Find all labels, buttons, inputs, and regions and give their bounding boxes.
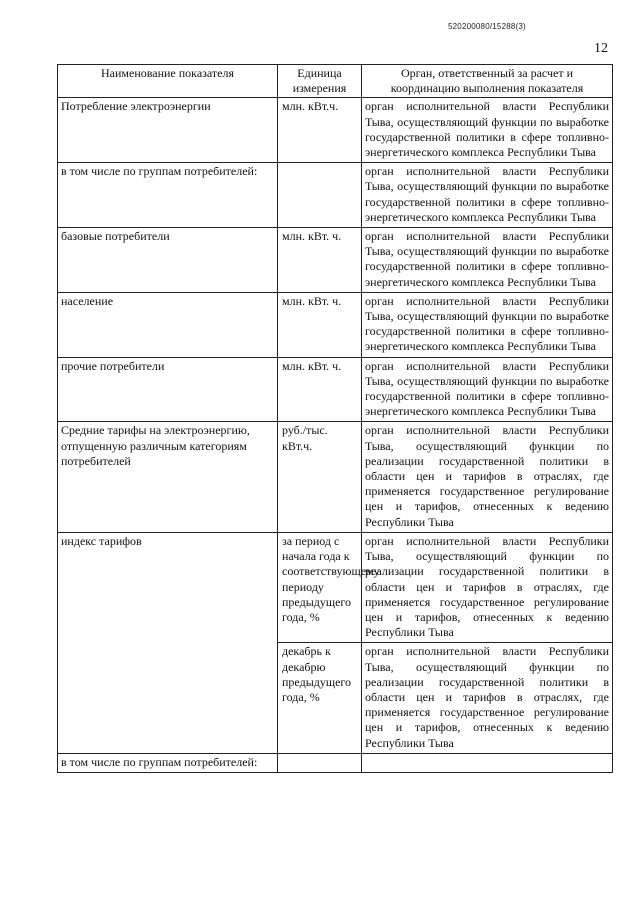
table-row [58,163,613,228]
responsible-organ [362,753,613,772]
table-row [58,228,613,293]
responsible-organ: орган исполнительной власти Республики Тыва, осуществляющий функции по выработке государственной политики в сфере топливно-энергетического комплекса Республики Тыва [362,292,613,357]
table-header-row [58,65,613,98]
indicators-table [57,64,613,773]
responsible-organ: орган исполнительной власти Республики Тыва, осуществляющий функции по выработке государственной политики в сфере топливно-энергетического комплекса Республики Тыва [362,228,613,293]
indicator-unit: руб./тыс. кВт.ч. [278,422,362,532]
indicator-name: базовые потребители [58,228,278,293]
table-row [58,292,613,357]
responsible-organ: орган исполнительной власти Республики Тыва, осуществляющий функции по реализации государственной политики в области цен и тарифов в отраслях, где применяется государственное регулирование цен и тарифов, отнесенных к ведению Республики Тыва [362,643,613,753]
table-row [58,532,613,642]
table-row [58,753,613,772]
table-row [58,422,613,532]
indicator-unit [278,753,362,772]
indicator-unit: млн. кВт. ч. [278,228,362,293]
responsible-organ: орган исполнительной власти Республики Тыва, осуществляющий функции по реализации государственной политики в области цен и тарифов в отраслях, где применяется государственное регулирование цен и тарифов, отнесенных к ведению Республики Тыва [362,422,613,532]
indicator-unit: млн. кВт.ч. [278,98,362,163]
indicator-name: индекс тарифов [58,532,278,753]
responsible-organ: орган исполнительной власти Республики Тыва, осуществляющий функции по реализации государственной политики в области цен и тарифов в отраслях, где применяется государственное регулирование цен и тарифов, отнесенных к ведению Республики Тыва [362,532,613,642]
column-header-organ: Орган, ответственный за расчет и координацию выполнения показателя [362,65,613,98]
indicator-name: в том числе по группам потребителей: [58,163,278,228]
column-header-name: Наименование показателя [58,65,278,98]
indicator-unit: декабрь к декабрю предыдущего года, % [278,643,362,753]
document-id: 520200080/15288(3) [448,22,526,31]
indicator-name: прочие потребители [58,357,278,422]
table-row [58,357,613,422]
table-row [58,98,613,163]
indicator-unit [278,163,362,228]
responsible-organ: орган исполнительной власти Республики Тыва, осуществляющий функции по выработке государственной политики в сфере топливно-энергетического комплекса Республики Тыва [362,98,613,163]
indicator-name: в том числе по группам потребителей: [58,753,278,772]
page-number: 12 [594,41,608,56]
indicator-unit: млн. кВт. ч. [278,292,362,357]
indicator-name: население [58,292,278,357]
indicator-name: Потребление электроэнергии [58,98,278,163]
indicator-unit: млн. кВт. ч. [278,357,362,422]
responsible-organ: орган исполнительной власти Республики Тыва, осуществляющий функции по выработке государственной политики в сфере топливно-энергетического комплекса Республики Тыва [362,163,613,228]
responsible-organ: орган исполнительной власти Республики Тыва, осуществляющий функции по выработке государственной политики в сфере топливно-энергетического комплекса Республики Тыва [362,357,613,422]
column-header-unit: Единица измерения [278,65,362,98]
indicator-name: Средние тарифы на электроэнергию, отпущенную различным категориям потребителей [58,422,278,532]
indicator-unit: за период с начала года к соответствующему периоду предыдущего года, % [278,532,362,642]
